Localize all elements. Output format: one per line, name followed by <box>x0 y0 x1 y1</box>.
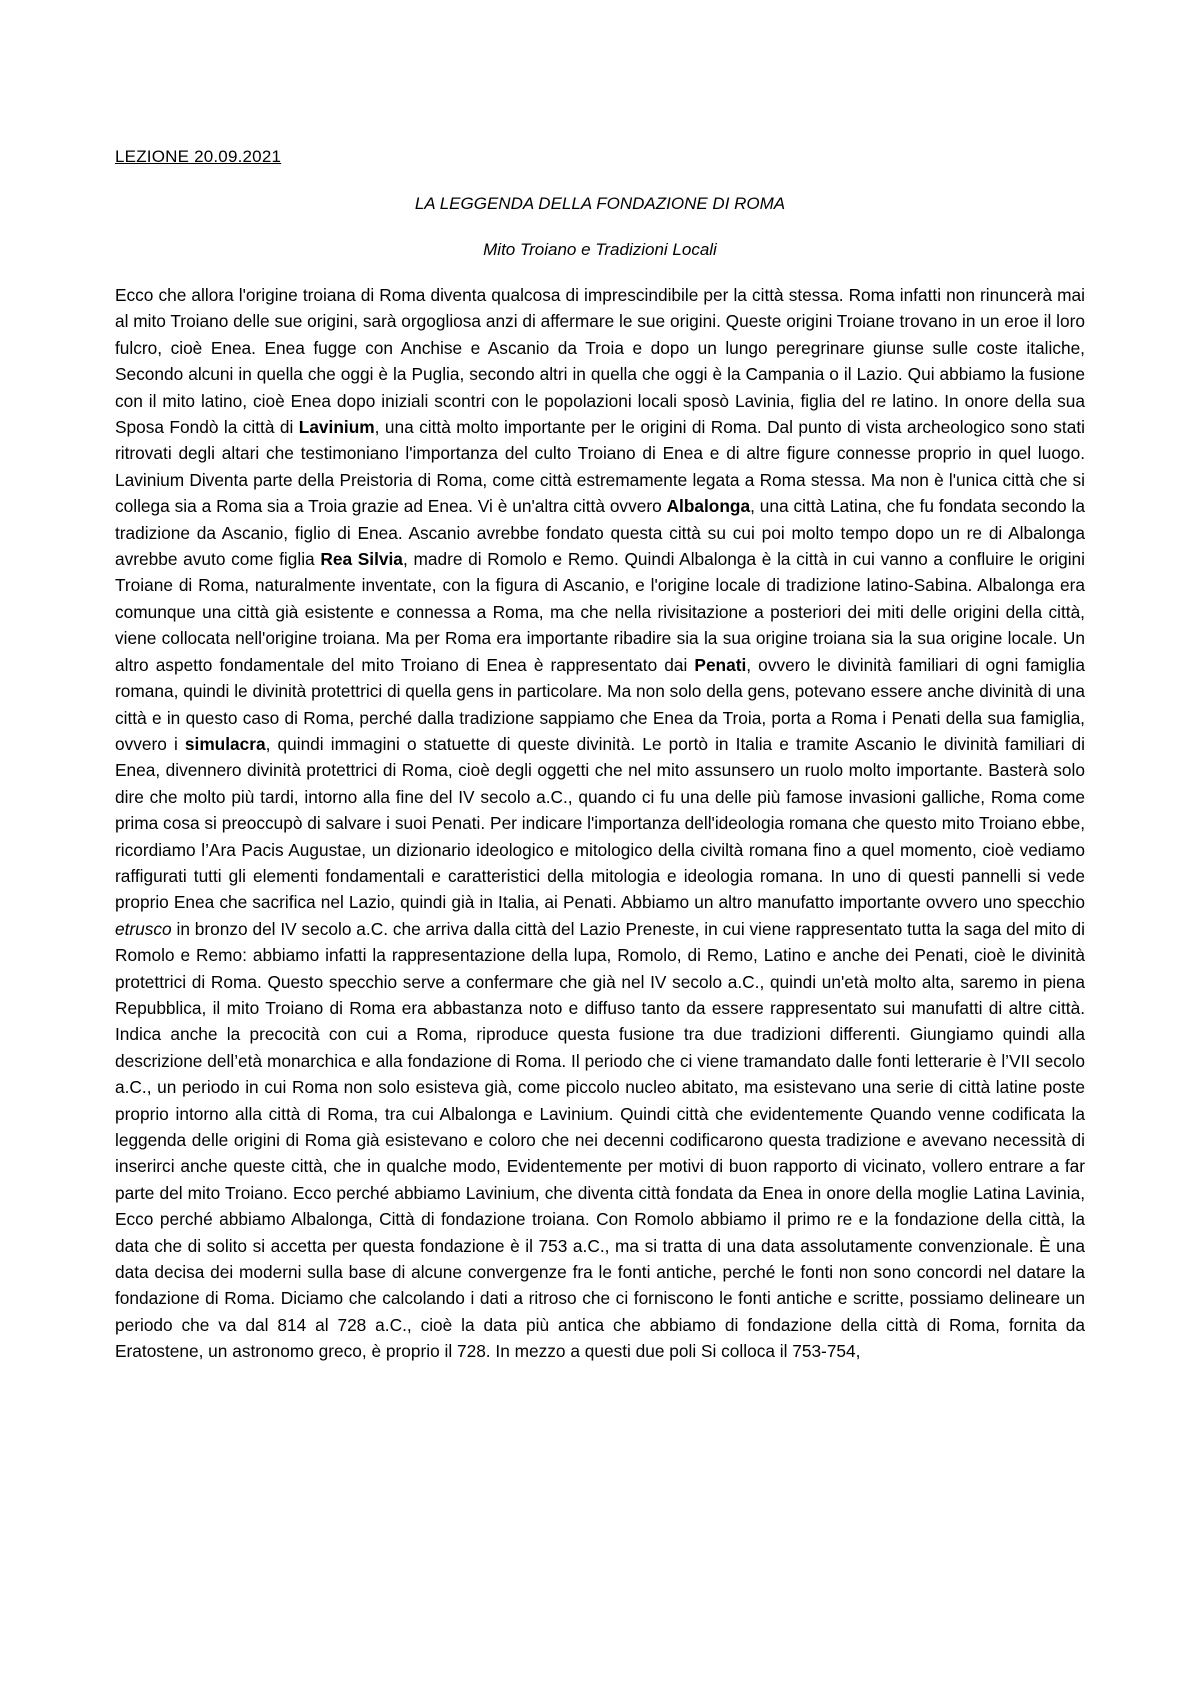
text-run: , madre di Romolo e Remo. Quindi Albalonga è la città in cui vanno a confluire le origini Troiane di Roma, naturalmente inventate, con la figura di Ascanio, e l'origine locale di tradizione latino-Sabina. Albalonga era comunque una città già esistente e connessa a Roma, ma che nella rivisitazione a posteriori dei miti delle origini della città, viene collocata nell'origine troiana. Ma per Roma era importante ribadire sia la sua origine troiana sia la sua origine locale. Un altro aspetto fondamentale del mito Troiano di Enea è rappresentato dai <box>115 549 1086 675</box>
text-run: Ecco che allora l'origine troiana di Roma diventa qualcosa di imprescindibile per la città stessa. Roma infatti non rinuncerà mai al mito Troiano delle sue origini, sarà orgogliosa anzi di affermare le sue origini. Queste origini Troiane trovano in un eroe il loro fulcro, cioè Enea. Enea fugge con Anchise e Ascanio da Troia e dopo un lungo peregrinare giunse sulle coste italiche, Secondo alcuni in quella che oggi è la Puglia, secondo altri in quella che oggi è la Campania o il Lazio. Qui abbiamo la fusione con il mito latino, cioè Enea dopo iniziali scontri con le popolazioni locali sposò Lavinia, figlia del re latino. In onore della sua Sposa Fondò la città di <box>115 285 1085 438</box>
bold-term: Penati <box>694 654 747 675</box>
bold-term: Rea Silvia <box>320 549 403 570</box>
bold-term: Albalonga <box>666 496 751 517</box>
bold-term: simulacra <box>184 733 266 754</box>
document-subtitle: Mito Troiano e Tradizioni Locali <box>483 240 717 259</box>
text-run: in bronzo del IV secolo a.C. che arriva dalla città del Lazio Preneste, in cui viene rappresentato tutta la saga del mito di Romolo e Remo: abbiamo infatti la rappresentazione della lupa, Romolo, di Remo, Latino e anche dei Penati, cioè le divinità protettrici di Roma. Questo specchio serve a confermare che già nel IV secolo a.C., quindi un'età molto alta, saremo in piena Repubblica, il mito Troiano di Roma era abbastanza noto e diffuso tanto da essere rappresentato sui manufatti di altre città. Indica anche la precocità con cui a Roma, riproduce questa fusione tra due tradizioni differenti. Giungiamo quindi alla descrizione dell’età monarchica e alla fondazione di Roma. Il periodo che ci viene tramandato dalle fonti letterarie è l’VII secolo a.C., un periodo in cui Roma non solo esisteva già, come piccolo nucleo abitato, ma esistevano una serie di città latine poste proprio intorno alla città di Roma, tra cui Albalonga e Lavinium. Quindi città che evidentemente Quando venne codificata la leggenda delle origini di Roma già esistevano e coloro che nei decenni codificarono questa tradizione e avevano necessità di inserirci anche queste città, che in qualche modo, Evidentemente per motivi di buon rapporto di vicinato, vollero entrare a far parte del mito Troiano. Ecco perché abbiamo Lavinium, che diventa città fondata da Enea in onore della moglie Latina Lavinia, Ecco perché abbiamo Albalonga, Città di fondazione troiana. Con Romolo abbiamo il primo re e la fondazione della città, la data che di solito si accetta per questa fondazione è il 753 a.C., ma si tratta di una data assolutamente convenzionale. È una data decisa dei moderni sulla base di alcune convergenze fra le fonti antiche, perché le fonti non sono concordi nel datare la fondazione di Roma. Diciamo che calcolando i dati a ritroso che ci forniscono le fonti antiche e scritte, possiamo delineare un periodo che va dal 814 al 728 a.C., cioè la data più antica che abbiamo di fondazione della città di Roma, fornita da Eratostene, un astronomo greco, è proprio il 728. In mezzo a questi due poli Si colloca il 753-754, <box>115 918 1085 1362</box>
body-paragraph <box>115 282 1085 1365</box>
lesson-date-heading: LEZIONE 20.09.2021 <box>115 147 282 166</box>
text-run: , ovvero le divinità familiari di ogni famiglia romana, quindi le divinità protettrici di quella gens in particolare. Ma non solo della gens, potevano essere anche divinità di una città e in questo caso di Roma, perché dalla tradizione sappiamo che Enea da Troia, porta a Roma i Penati della sua famiglia, ovvero i <box>115 654 1085 754</box>
text-run: , una città molto importante per le origini di Roma. Dal punto di vista archeologico sono stati ritrovati degli altari che testimoniano l'importanza del culto Troiano di Enea e di altre figure connesse proprio in quel luogo. Lavinium Diventa parte della Preistoria di Roma, come città estremamente legata a Roma stessa. Ma non è l'unica città che si collega sia a Roma sia a Troia grazie ad Enea. Vi è un'altra città ovvero <box>115 417 1085 517</box>
bold-term: Lavinium <box>298 417 375 438</box>
text-run: , quindi immagini o statuette di queste divinità. Le portò in Italia e tramite Ascanio le divinità familiari di Enea, divennero divinità protettrici di Roma, cioè degli oggetti che nel mito assunsero un ruolo molto importante. Basterà solo dire che molto più tardi, intorno alla fine del IV secolo a.C., quando ci fu una delle più famose invasioni galliche, Roma come prima cosa si preoccupò di salvare i suoi Penati. Per indicare l'importanza dell'ideologia romana che questo mito Troiano ebbe, ricordiamo l’Ara Pacis Augustae, un dizionario ideologico e mitologico della civiltà romana fino a quel momento, cioè vediamo raffigurati tutti gli elementi fondamentali e caratteristici della mitologia e ideologia romana. In uno di questi pannelli si vede proprio Enea che sacrifica nel Lazio, quindi già in Italia, ai Penati. Abbiamo un altro manufatto importante ovvero uno specchio <box>115 733 1085 913</box>
document-title: LA LEGGENDA DELLA FONDAZIONE DI ROMA <box>414 194 786 213</box>
text-run: , una città Latina, che fu fondata secondo la tradizione da Ascanio, figlio di Enea. Ascanio avrebbe fondato questa città su cui poi molto tempo dopo un re di Albalonga avrebbe avuto come figlia <box>115 496 1085 570</box>
italic-term: etrusco <box>115 918 172 939</box>
